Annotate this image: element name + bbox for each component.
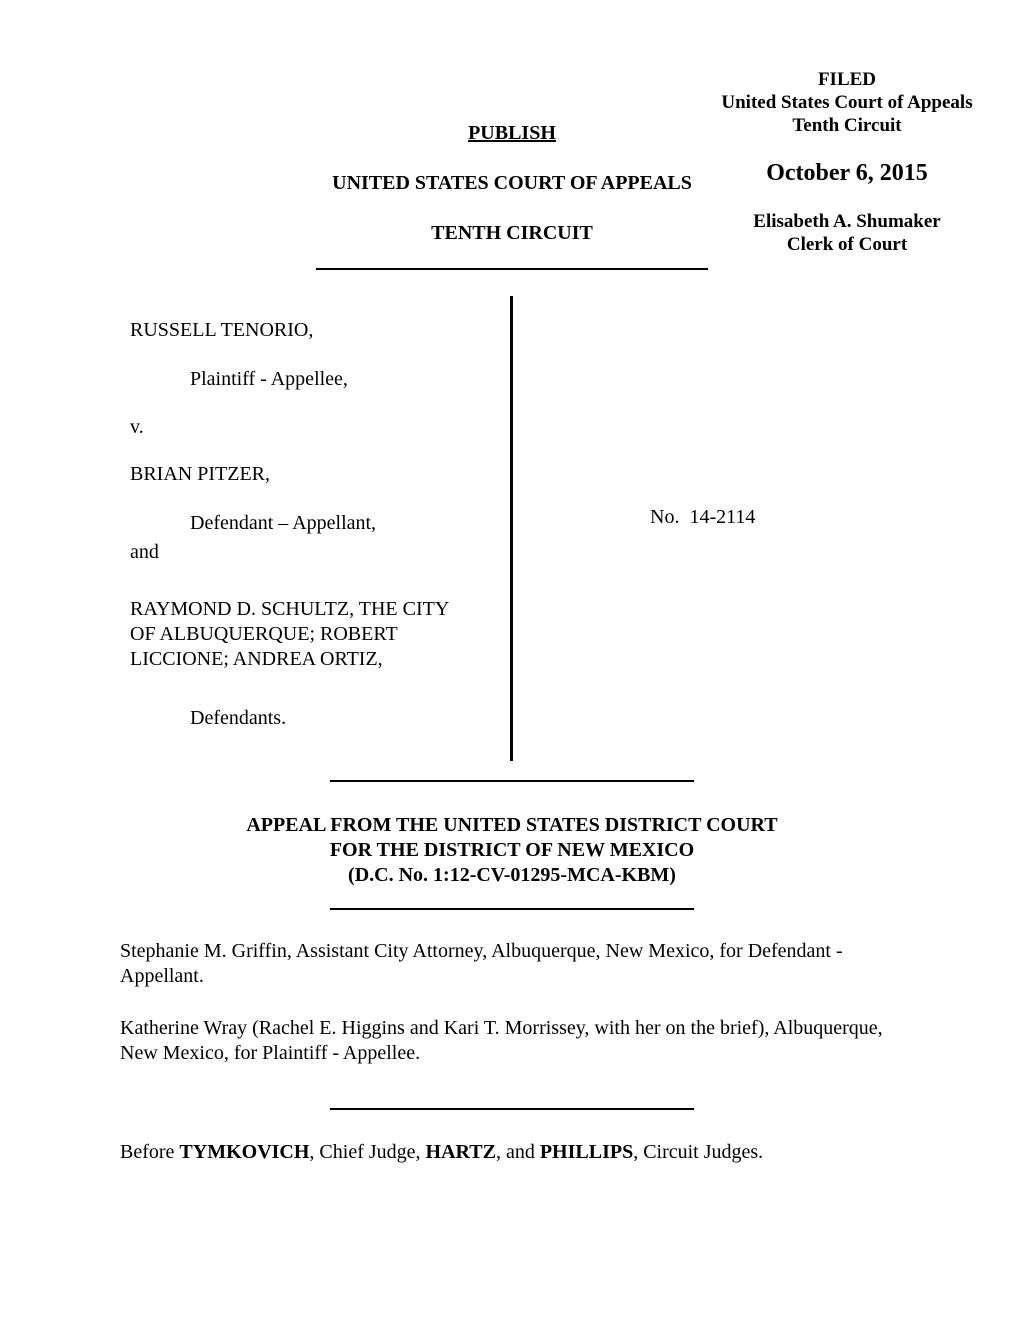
filed-court: United States Court of Appeals — [721, 92, 973, 113]
filed-date: October 6, 2015 — [766, 160, 928, 186]
circuit-heading: TENTH CIRCUIT — [431, 222, 593, 244]
appeal-line3: (D.C. No. 1:12-CV-01295-MCA-KBM) — [348, 864, 676, 886]
other-defendants-role: Defendants. — [190, 707, 287, 729]
other-defendants-line2: OF ALBUQUERQUE; ROBERT — [130, 623, 398, 645]
versus: v. — [130, 416, 144, 438]
appeal-line1: APPEAL FROM THE UNITED STATES DISTRICT COURT — [246, 814, 778, 836]
counsel-divider — [330, 1108, 694, 1110]
clerk-title: Clerk of Court — [786, 234, 908, 255]
filed-circuit: Tenth Circuit — [792, 115, 902, 136]
appeal-line2: FOR THE DISTRICT OF NEW MEXICO — [329, 839, 695, 861]
defendant-name: BRIAN PITZER, — [130, 463, 270, 485]
judge1-title: , Chief Judge, — [309, 1141, 421, 1163]
other-defendants-line3: LICCIONE; ANDREA ORTIZ, — [130, 648, 383, 670]
judge-phillips: PHILLIPS — [539, 1141, 634, 1163]
defendant-role: Defendant – Appellant, — [190, 512, 377, 534]
appeal-divider — [330, 908, 694, 910]
filed-stamp — [700, 68, 994, 137]
header-divider — [316, 268, 708, 270]
clerk-name: Elisabeth A. Shumaker — [753, 211, 941, 232]
judge-tymkovich: TYMKOVICH — [179, 1141, 310, 1163]
appellant-counsel: Stephanie M. Griffin, Assistant City Attorney, Albuquerque, New Mexico, for Defendant - Appellant. — [120, 940, 843, 987]
panel-line — [120, 1140, 920, 1165]
judge-hartz: HARTZ — [425, 1141, 496, 1163]
clerk-block — [700, 210, 994, 256]
panel-conj: , and — [495, 1141, 535, 1163]
publish-heading: PUBLISH — [468, 122, 556, 144]
court-heading: UNITED STATES COURT OF APPEALS — [332, 172, 692, 194]
panel-before: Before — [120, 1141, 175, 1163]
other-defendants-line1: RAYMOND D. SCHULTZ, THE CITY — [130, 598, 450, 620]
plaintiff-role: Plaintiff - Appellee, — [190, 368, 348, 390]
plaintiff-name: RUSSELL TENORIO, — [130, 319, 314, 341]
caption-bottom-divider — [330, 780, 694, 782]
filed-label: FILED — [817, 69, 877, 90]
judges-title: , Circuit Judges. — [633, 1141, 764, 1163]
case-number: No. 14-2114 — [650, 506, 756, 528]
appellee-counsel: Katherine Wray (Rachel E. Higgins and Kari T. Morrissey, with her on the brief), Albuquerque, New Mexico, for Plaintiff - Appellee. — [120, 1017, 883, 1064]
caption-divider — [510, 296, 513, 761]
appeal-heading — [162, 813, 862, 888]
and-connector: and — [130, 541, 159, 563]
